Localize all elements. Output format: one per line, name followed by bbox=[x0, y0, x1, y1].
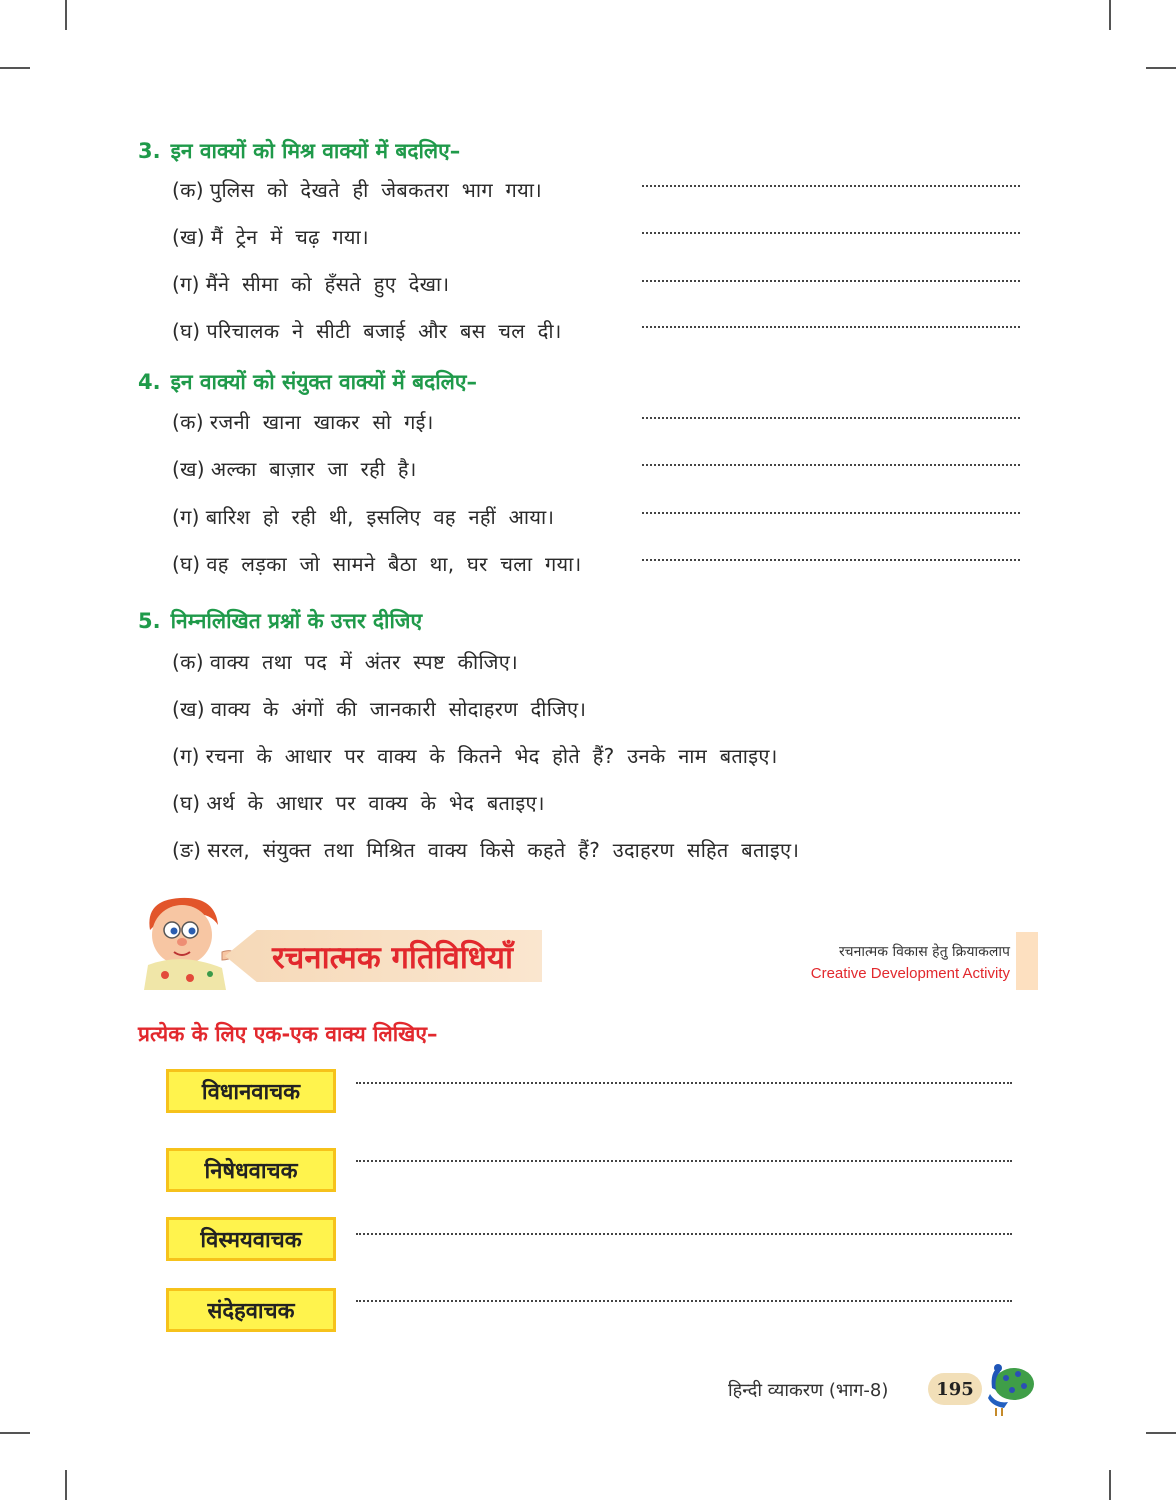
crop-mark bbox=[1109, 0, 1111, 30]
item-text: वह लड़का जो सामने बैठा था, घर चला गया। bbox=[206, 552, 582, 576]
q3-item bbox=[172, 223, 369, 250]
item-label: (क) bbox=[172, 650, 204, 674]
q5-item bbox=[172, 789, 545, 816]
item-label: (ख) bbox=[172, 457, 205, 481]
q3-item bbox=[172, 176, 542, 203]
crop-mark bbox=[1146, 67, 1176, 69]
footer-book-title: हिन्दी व्याकरण (भाग-8) bbox=[728, 1380, 889, 1401]
q3-item bbox=[172, 270, 449, 297]
crop-mark bbox=[0, 1432, 30, 1434]
q5-item bbox=[172, 836, 799, 863]
item-text: अर्थ के आधार पर वाक्य के भेद बताइए। bbox=[206, 791, 545, 815]
item-label: (घ) bbox=[172, 552, 201, 576]
item-label: (घ) bbox=[172, 791, 201, 815]
item-text: वाक्य तथा पद में अंतर स्पष्ट कीजिए। bbox=[209, 650, 518, 674]
peacock-icon bbox=[978, 1360, 1036, 1420]
item-text: परिचालक ने सीटी बजाई और बस चल दी। bbox=[206, 319, 562, 343]
question-title: इन वाक्यों को मिश्र वाक्यों में बदलिए– bbox=[170, 139, 461, 163]
answer-line[interactable] bbox=[356, 1300, 1012, 1302]
q4-item bbox=[172, 455, 417, 482]
item-text: वाक्य के अंगों की जानकारी सोदाहरण दीजिए। bbox=[210, 697, 587, 721]
item-label: (ग) bbox=[172, 744, 200, 768]
tag-vismayvachak: विस्मयवाचक bbox=[166, 1217, 336, 1261]
question-5-heading bbox=[138, 607, 422, 635]
item-text: रजनी खाना खाकर सो गई। bbox=[209, 410, 434, 434]
answer-line[interactable] bbox=[356, 1233, 1012, 1235]
item-label: (ख) bbox=[172, 697, 205, 721]
question-number: 3. bbox=[138, 139, 161, 163]
answer-line[interactable] bbox=[642, 280, 1020, 282]
crop-mark bbox=[65, 0, 67, 30]
banner-subtitle-hindi: रचनात्मक विकास हेतु क्रियाकलाप bbox=[838, 944, 1010, 960]
item-text: सरल, संयुक्त तथा मिश्रित वाक्य किसे कहते हैं? उदाहरण सहित बताइए। bbox=[207, 838, 800, 862]
banner-subtitle-english: Creative Development Activity bbox=[810, 965, 1010, 982]
item-label: (घ) bbox=[172, 319, 201, 343]
question-3-heading bbox=[138, 137, 460, 165]
crop-mark bbox=[0, 67, 30, 69]
q4-item bbox=[172, 408, 434, 435]
q5-item bbox=[172, 742, 778, 769]
q4-item bbox=[172, 503, 554, 530]
question-title: निम्नलिखित प्रश्नों के उत्तर दीजिए bbox=[170, 609, 423, 633]
answer-line[interactable] bbox=[642, 326, 1020, 328]
item-text: मैं ट्रेन में चढ़ गया। bbox=[210, 225, 369, 249]
activity-title: प्रत्येक के लिए एक-एक वाक्य लिखिए– bbox=[138, 1022, 438, 1046]
question-4-heading bbox=[138, 368, 477, 396]
item-label: (ख) bbox=[172, 225, 205, 249]
q5-item bbox=[172, 695, 586, 722]
tag-vidhanvachak: विधानवाचक bbox=[166, 1069, 336, 1113]
banner-side-bar bbox=[1016, 932, 1038, 990]
question-number: 4. bbox=[138, 370, 161, 394]
crop-mark bbox=[65, 1470, 67, 1500]
item-label: (क) bbox=[172, 410, 204, 434]
answer-line[interactable] bbox=[356, 1160, 1012, 1162]
answer-line[interactable] bbox=[356, 1082, 1012, 1084]
item-text: रचना के आधार पर वाक्य के कितने भेद होते हैं? उनके नाम बताइए। bbox=[205, 744, 778, 768]
q4-item bbox=[172, 550, 582, 577]
page-number: 195 bbox=[928, 1373, 982, 1405]
tag-sandehvachak: संदेहवाचक bbox=[166, 1288, 336, 1332]
banner-title: रचनात्मक गतिविधियाँ bbox=[272, 940, 513, 976]
q5-item bbox=[172, 648, 518, 675]
answer-line[interactable] bbox=[642, 232, 1020, 234]
tag-nishedhvachak: निषेधवाचक bbox=[166, 1148, 336, 1192]
answer-line[interactable] bbox=[642, 417, 1020, 419]
answer-line[interactable] bbox=[642, 464, 1020, 466]
crop-mark bbox=[1146, 1432, 1176, 1434]
item-label: (ङ) bbox=[172, 838, 202, 862]
crop-mark bbox=[1109, 1470, 1111, 1500]
cartoon-boy-illustration bbox=[130, 890, 240, 990]
answer-line[interactable] bbox=[642, 185, 1020, 187]
question-title: इन वाक्यों को संयुक्त वाक्यों में बदलिए– bbox=[170, 370, 478, 394]
answer-line[interactable] bbox=[642, 559, 1020, 561]
q3-item bbox=[172, 317, 562, 344]
item-text: पुलिस को देखते ही जेबकतरा भाग गया। bbox=[209, 178, 543, 202]
item-label: (ग) bbox=[172, 505, 200, 529]
answer-line[interactable] bbox=[642, 512, 1020, 514]
question-number: 5. bbox=[138, 609, 161, 633]
item-label: (ग) bbox=[172, 272, 200, 296]
item-text: बारिश हो रही थी, इसलिए वह नहीं आया। bbox=[205, 505, 555, 529]
item-text: अल्का बाज़ार जा रही है। bbox=[210, 457, 417, 481]
item-text: मैंने सीमा को हँसते हुए देखा। bbox=[205, 272, 450, 296]
item-label: (क) bbox=[172, 178, 204, 202]
